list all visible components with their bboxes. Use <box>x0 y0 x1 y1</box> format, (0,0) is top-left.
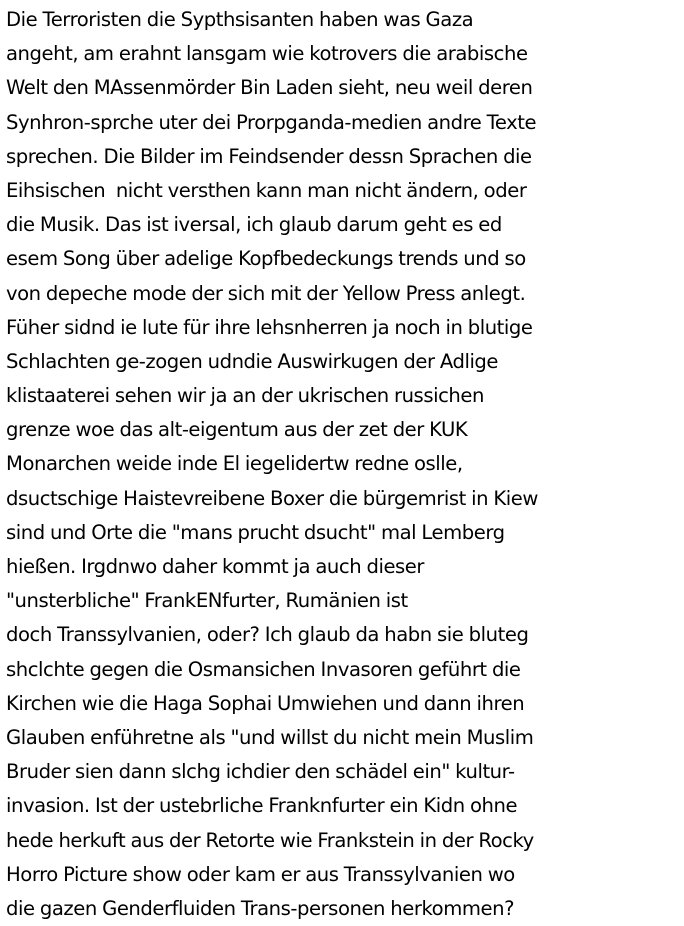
text-line: hede herkuft aus der Retorte wie Frankstein in der Rocky <box>6 828 534 852</box>
text-line: Monarchen weide inde El iegelidertw redne oslle, <box>6 452 463 476</box>
text-line: angeht, am erahnt lansgam wie kotrovers die arabische <box>6 42 528 66</box>
text-line: grenze woe das alt-eigentum aus der zet der KUK <box>6 418 468 442</box>
text-line: invasion. Ist der ustebrliche Franknfurter ein Kidn ohne <box>6 794 518 818</box>
text-line: Synhron-sprche uter dei Prorpganda-medien andre Texte <box>6 110 537 134</box>
text-line: esem Song über adelige Kopfbedeckungs trends und so <box>6 247 526 271</box>
text-line: Horro Picture show oder kam er aus Transsylvanien wo <box>6 862 515 886</box>
text-line: klistaaterei sehen wir ja an der ukrischen russichen <box>6 384 484 408</box>
text-line: hießen. Irgdnwo daher kommt ja auch dieser <box>6 555 425 578</box>
text-line: von depeche mode der sich mit der Yellow Press anlegt. <box>6 281 526 305</box>
document-text <box>6 3 682 926</box>
text-line: Bruder sien dann slchg ichdier den schädel ein" kultur- <box>6 760 515 784</box>
text-line: Die Terroristen die Sypthsisanten haben was Gaza <box>6 8 474 31</box>
text-line: die gazen Genderfluiden Trans-personen herkommen? <box>6 896 515 920</box>
text-line: Schlachten ge-zogen udndie Auswirkugen der Adlige <box>6 349 499 373</box>
text-line: Glauben enführetne als "und willst du nicht mein Muslim <box>6 725 534 749</box>
text-line: "unsterbliche" FrankENfurter, Rumänien ist <box>6 589 408 613</box>
text-line: Welt den MAssenmörder Bin Laden sieht, neu weil deren <box>6 76 533 100</box>
text-line: Eihsischen nicht versthen kann man nicht ändern, oder <box>6 178 527 202</box>
text-line: sprechen. Die Bilder im Feindsender dessn Sprachen die <box>6 144 532 168</box>
text-line: die Musik. Das ist iversal, ich glaub darum geht es ed <box>6 213 502 237</box>
text-line: shclchte gegen die Osmansichen Invasoren geführt die <box>6 657 521 681</box>
text-line: sind und Orte die "mans prucht dsucht" mal Lemberg <box>6 520 505 544</box>
text-line: Füher sidnd ie lute für ihre lehsnherren ja noch in blutige <box>6 315 533 339</box>
text-line: dsuctschige Haistevreibene Boxer die bürgemrist in Kiew <box>6 486 538 510</box>
text-line: Kirchen wie die Haga Sophai Umwiehen und dann ihren <box>6 691 525 715</box>
text-line: doch Transsylvanien, oder? Ich glaub da habn sie bluteg <box>6 623 529 647</box>
